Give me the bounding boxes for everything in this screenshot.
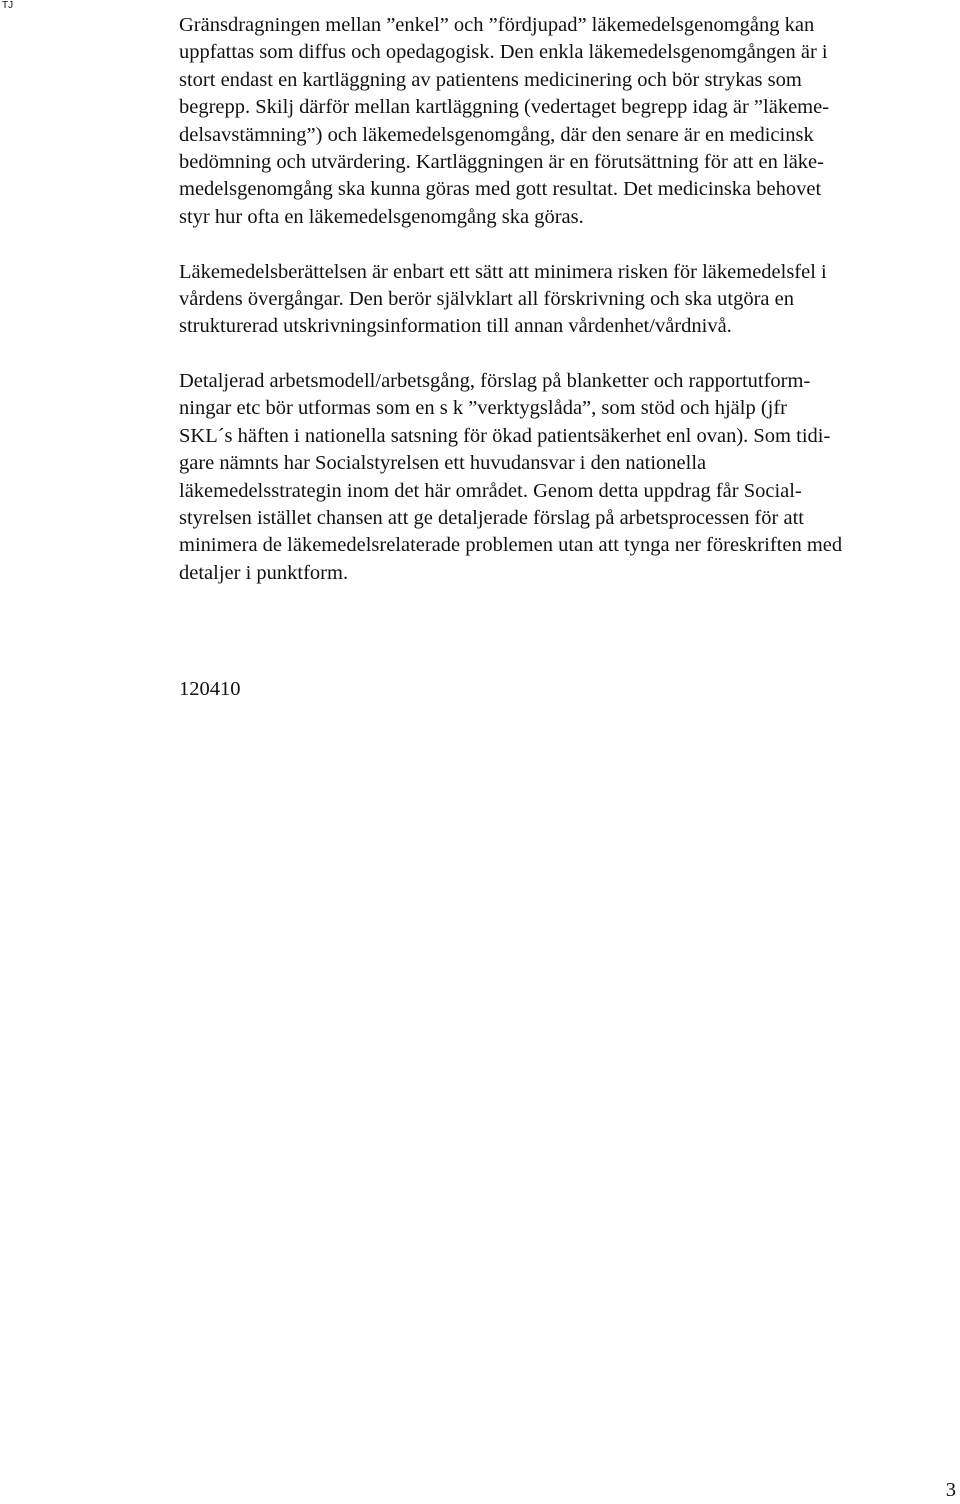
paragraph-line: stort endast en kartläggning av patientens medicinering och bör strykas som xyxy=(179,68,802,91)
document-body xyxy=(179,12,959,615)
paragraph-line: strukturerad utskrivningsinformation till annan vårdenhet/vårdnivå. xyxy=(179,315,732,338)
paragraph-line: detaljer i punktform. xyxy=(179,561,349,584)
paragraph-line: vårdens övergångar. Den berör självklart all förskrivning och ska utgöra en xyxy=(179,287,794,310)
paragraph-line: uppfattas som diffus och opedagogisk. Den enkla läkemedelsgenomgången är i xyxy=(179,41,828,64)
paragraph-line: Detaljerad arbetsmodell/arbetsgång, förslag på blanketter och rapportutform- xyxy=(179,370,811,393)
paragraph-line: SKL´s häften i nationella satsning för ökad patientsäkerhet enl ovan). Som tidi- xyxy=(179,424,831,447)
paragraph-line: styrelsen istället chansen att ge detaljerade förslag på arbetsprocessen för att xyxy=(179,507,804,530)
paragraph-2 xyxy=(179,259,959,341)
paragraph-line: medelsgenomgång ska kunna göras med gott resultat. Det medicinska behovet xyxy=(179,178,822,201)
paragraph-line: minimera de läkemedelsrelaterade problemen utan att tynga ner föreskriften med xyxy=(179,534,843,557)
page-number: 3 xyxy=(945,1479,956,1501)
paragraph-line: styr hur ofta en läkemedelsgenomgång ska göras. xyxy=(179,205,584,228)
document-date: 120410 xyxy=(179,678,241,700)
paragraph-line: Gränsdragningen mellan ”enkel” och ”fördjupad” läkemedelsgenomgång kan xyxy=(179,14,815,36)
paragraph-line: Läkemedelsberättelsen är enbart ett sätt att minimera risken för läkemedelsfel i xyxy=(179,260,827,283)
paragraph-line: delsavstämning”) och läkemedelsgenomgång, där den senare är en medicinsk xyxy=(179,123,814,146)
paragraph-line: begrepp. Skilj därför mellan kartläggning (vedertaget begrepp idag är ”läkeme- xyxy=(179,96,830,119)
paragraph-line: bedömning och utvärdering. Kartläggningen är en förutsättning för att en läke- xyxy=(179,150,824,173)
paragraph-line: gare nämnts har Socialstyrelsen ett huvudansvar i den nationella xyxy=(179,452,707,475)
paragraph-line: läkemedelsstrategin inom det här området. Genom detta uppdrag får Social- xyxy=(179,479,802,502)
header-initials: TJ xyxy=(2,0,14,11)
paragraph-line: ningar etc bör utformas som en s k ”verktygslåda”, som stöd och hjälp (jfr xyxy=(179,397,788,420)
paragraph-1 xyxy=(179,12,959,231)
paragraph-3 xyxy=(179,368,959,587)
